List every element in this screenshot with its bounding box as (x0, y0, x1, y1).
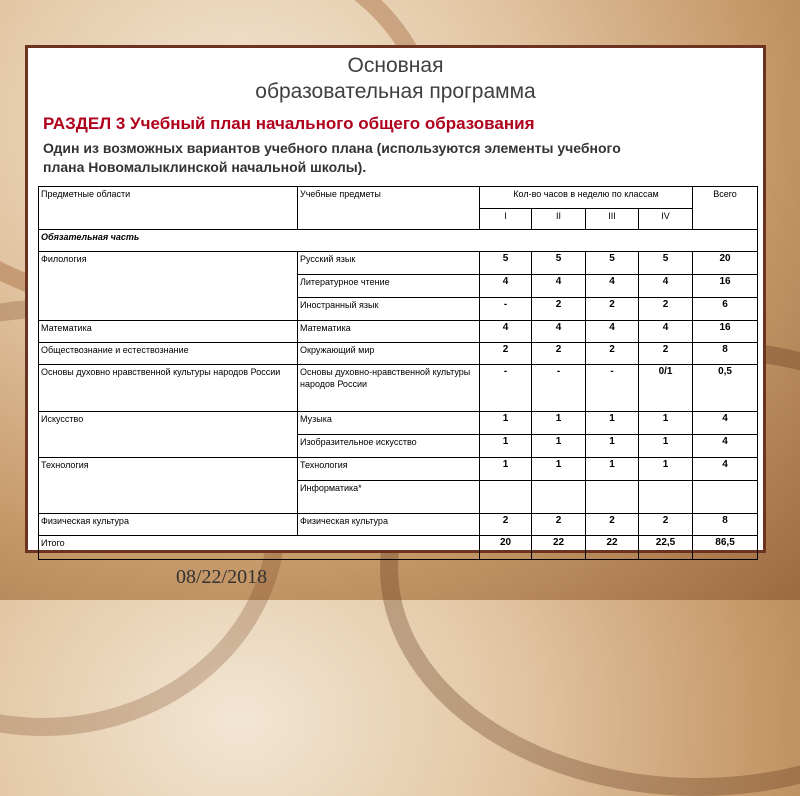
hours-cell: 5 (586, 252, 639, 275)
hours-cell: 4 (480, 321, 532, 343)
grade-label: IV (639, 209, 693, 230)
section-heading: РАЗДЕЛ 3 Учебный план начального общего образования (43, 114, 535, 133)
mandatory-part-label: Обязательная часть (39, 230, 758, 252)
hours-cell: 1 (586, 435, 639, 458)
total-cell: 8 (693, 343, 758, 365)
hours-cell: 2 (480, 514, 532, 536)
header-subjects: Учебные предметы (298, 187, 480, 230)
hours-cell: 1 (639, 412, 693, 435)
hours-cell (639, 481, 693, 514)
slide-date: 08/22/2018 (176, 566, 268, 588)
table-row (39, 412, 758, 435)
hours-cell: - (532, 365, 586, 412)
hours-cell: 2 (639, 514, 693, 536)
hours-cell: 5 (532, 252, 586, 275)
header-subject-areas: Предметные области (39, 187, 298, 230)
subject-name: Основы духовно-нравственной культуры народов России (298, 365, 480, 412)
subject-area: Основы духовно нравственной культуры народов России (39, 365, 298, 412)
subject-area: Технология (39, 458, 298, 514)
hours-cell: 1 (586, 412, 639, 435)
total-row (39, 536, 758, 560)
curriculum-table (38, 186, 758, 560)
total-cell: 4 (693, 435, 758, 458)
grade-label: I (480, 209, 532, 230)
hours-cell: 2 (586, 343, 639, 365)
hours-cell: 2 (532, 298, 586, 321)
subject-area: Обществознание и естествознание (39, 343, 298, 365)
total-cell: 86,5 (693, 536, 758, 560)
subject-name: Окружающий мир (298, 343, 480, 365)
total-cell (693, 481, 758, 514)
table-row (39, 321, 758, 343)
hours-cell: 2 (586, 514, 639, 536)
hours-cell: 1 (532, 435, 586, 458)
hours-cell: 1 (586, 458, 639, 481)
hours-cell: 4 (586, 321, 639, 343)
hours-cell: 1 (480, 458, 532, 481)
total-cell: 8 (693, 514, 758, 536)
total-cell: 20 (693, 252, 758, 275)
table-row (39, 365, 758, 412)
hours-cell: 1 (480, 412, 532, 435)
hours-cell: - (586, 365, 639, 412)
subject-name: Технология (298, 458, 480, 481)
hours-cell: 22 (586, 536, 639, 560)
total-cell: 16 (693, 275, 758, 298)
table-row (39, 514, 758, 536)
hours-cell: 2 (532, 514, 586, 536)
hours-cell: 22,5 (639, 536, 693, 560)
table-row (39, 458, 758, 481)
hours-cell: 1 (639, 458, 693, 481)
hours-cell: 4 (480, 275, 532, 298)
slide-title-line1: Основная (347, 54, 444, 77)
hours-cell: 2 (532, 343, 586, 365)
subject-name: Музыка (298, 412, 480, 435)
slide-title-line2: образовательная программа (255, 80, 536, 103)
hours-cell: 1 (480, 435, 532, 458)
subject-name: Иностранный язык (298, 298, 480, 321)
total-cell: 0,5 (693, 365, 758, 412)
hours-cell: 2 (586, 298, 639, 321)
hours-cell (586, 481, 639, 514)
subject-name: Математика (298, 321, 480, 343)
slide-panel (25, 45, 766, 553)
hours-cell: 5 (480, 252, 532, 275)
hours-cell: 2 (639, 298, 693, 321)
header-hours: Кол-во часов в неделю по классам (480, 187, 693, 209)
table-row (39, 343, 758, 365)
subject-area: Филология (39, 252, 298, 321)
hours-cell: 2 (639, 343, 693, 365)
subject-area: Искусство (39, 412, 298, 458)
hours-cell: 4 (532, 275, 586, 298)
hours-cell: 1 (532, 412, 586, 435)
hours-cell: - (480, 365, 532, 412)
table-row (39, 252, 758, 275)
grade-label: III (586, 209, 639, 230)
hours-cell: 4 (639, 321, 693, 343)
subject-name: Литературное чтение (298, 275, 480, 298)
hours-cell: 4 (532, 321, 586, 343)
subject-name: Информатика* (298, 481, 480, 514)
total-cell: 6 (693, 298, 758, 321)
hours-cell: 2 (480, 343, 532, 365)
description-line2: плана Новомалыклинской начальной школы). (43, 159, 367, 175)
header-row (39, 187, 758, 209)
total-cell: 4 (693, 412, 758, 435)
total-cell: 16 (693, 321, 758, 343)
category-row (39, 230, 758, 252)
grade-label: II (532, 209, 586, 230)
hours-cell: 1 (532, 458, 586, 481)
hours-cell: 4 (586, 275, 639, 298)
hours-cell: 0/1 (639, 365, 693, 412)
header-total: Всего (693, 187, 758, 230)
subject-name: Физическая культура (298, 514, 480, 536)
subject-name: Изобразительное искусство (298, 435, 480, 458)
subject-name: Русский язык (298, 252, 480, 275)
hours-cell: 1 (639, 435, 693, 458)
hours-cell: 4 (639, 275, 693, 298)
hours-cell: 5 (639, 252, 693, 275)
description-line1: Один из возможных вариантов учебного плана (используются элементы учебного (43, 140, 621, 156)
total-cell: 4 (693, 458, 758, 481)
subject-area: Физическая культура (39, 514, 298, 536)
hours-cell: 20 (480, 536, 532, 560)
subject-area: Математика (39, 321, 298, 343)
hours-cell (532, 481, 586, 514)
hours-cell: - (480, 298, 532, 321)
total-label: Итого (39, 536, 480, 560)
hours-cell: 22 (532, 536, 586, 560)
hours-cell (480, 481, 532, 514)
